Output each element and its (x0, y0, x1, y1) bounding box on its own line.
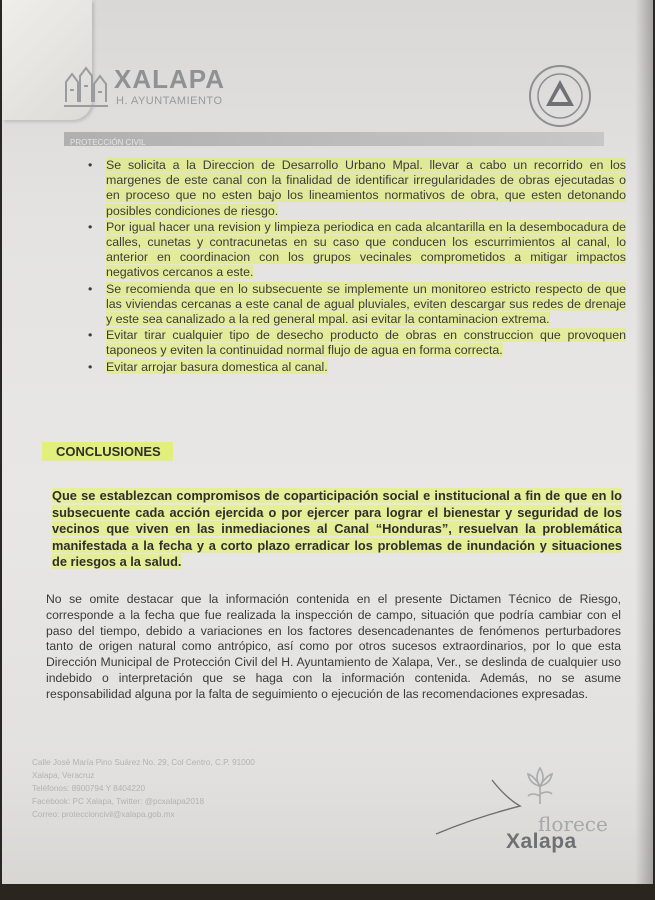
brand-line-2: Xalapa (506, 830, 577, 853)
conclusions-paragraph (52, 488, 622, 571)
recommendation-text: Por igual hacer una revision y limpieza periodica en cada alcantarilla en la desembocadura de calles, cunetas y contracunetas en su caso que conducen los escurrimientos al canal, lo anterior en coordinacion con los grupos vecinales comprometidos a mitigar impactos negativos cercanos a este. (106, 219, 626, 280)
recommendation-text: Evitar arrojar basura domestica al canal. (106, 359, 328, 374)
list-item (88, 328, 626, 358)
xalapa-logo (60, 62, 250, 118)
lotus-flower-icon (520, 764, 560, 806)
footer-phones: Teléfonos: 8900794 Y 8404220 (32, 784, 146, 793)
list-item (88, 360, 626, 375)
civil-protection-seal-icon (528, 64, 592, 128)
florece-xalapa-brand (500, 764, 620, 864)
conclusions-text: Que se establezcan compromisos de coparticipación social e institucional a fin de que en lo subsecuente cada acción ejercida o por ejercer para lograr el bienestar y seguridad de los vecinos que viven en las inmediaciones al Canal “Honduras”, resuelvan la problemática manifestada a la fecha y a corto plazo erradicar los problemas de inundación y situaciones de riesgos a la salud. (52, 488, 622, 570)
recommendations-list (88, 158, 626, 376)
section-bar-label: PROTECCIÓN CIVIL (70, 138, 146, 147)
footer-email: Correo: proteccioncivil@xalapa.gob.mx (32, 810, 175, 819)
list-item (88, 282, 626, 328)
recommendation-text: Evitar tirar cualquier tipo de desecho producto de obras en construccion que provoquen taponeos y eviten la continuidad normal flujo de agua en forma correcta. (106, 328, 626, 358)
conclusions-heading: CONCLUSIONES (42, 442, 173, 461)
section-header-bar (64, 132, 604, 146)
footer-social: Facebook: PC Xalapa, Twitter: @pcxalapa2018 (32, 797, 205, 806)
disclaimer-paragraph: No se omite destacar que la información contenida en el presente Dictamen Técnico de Riesgo, corresponde a la fecha que fue realizada la inspección de campo, situación que podría cambiar con el paso del tiempo, debido a variaciones en los factores desencadenantes de fenómenos perturbadores tanto de origen natural como antrópico, así como por otros sucesos extraordinarios, por lo que esta Dirección Municipal de Protección Civil del H. Ayuntamiento de Xalapa, Ver., se deslinda de cualquier uso indebido o interpretación que se haga con la información contenida. Además, no se asume responsabilidad alguna por la falta de seguimiento o ejecución de las recomendaciones expresadas. (46, 592, 621, 701)
logo-name: XALAPA (114, 64, 225, 94)
background-surface (0, 884, 655, 900)
list-item (88, 158, 626, 219)
page-edge-shadow (635, 0, 653, 900)
list-item (88, 220, 626, 281)
brand-line-1: florece (538, 812, 608, 836)
logo-subtitle: H. AYUNTAMIENTO (116, 95, 223, 107)
xalapa-emblem-icon (60, 62, 110, 112)
footer-contact (32, 756, 332, 821)
footer-city: Xalapa, Veracruz (32, 771, 95, 780)
footer-address: Calle José María Pino Suárez No. 29, Col Centro, C.P. 91000 (32, 758, 255, 767)
recommendation-text: Se solicita a la Direccion de Desarrollo Urbano Mpal. llevar a cabo un recorrido en los margenes de este canal con la finalidad de identificar irregularidades de obras ejecutadas o en proceso que no esten bajo los lineamientos normativos de obra, que esten detonando posibles condiciones de riesgo. (106, 158, 626, 218)
recommendation-text: Se recomienda que en lo subsecuente se implemente un monitoreo estricto respecto de que las viviendas cercanas a este canal de agual pluviales, eviten descargar sus redes de drenaje y este sea canalizado a la red general mpal. asi evitar la contaminacion extrema. (106, 281, 626, 327)
document-page (2, 0, 653, 900)
